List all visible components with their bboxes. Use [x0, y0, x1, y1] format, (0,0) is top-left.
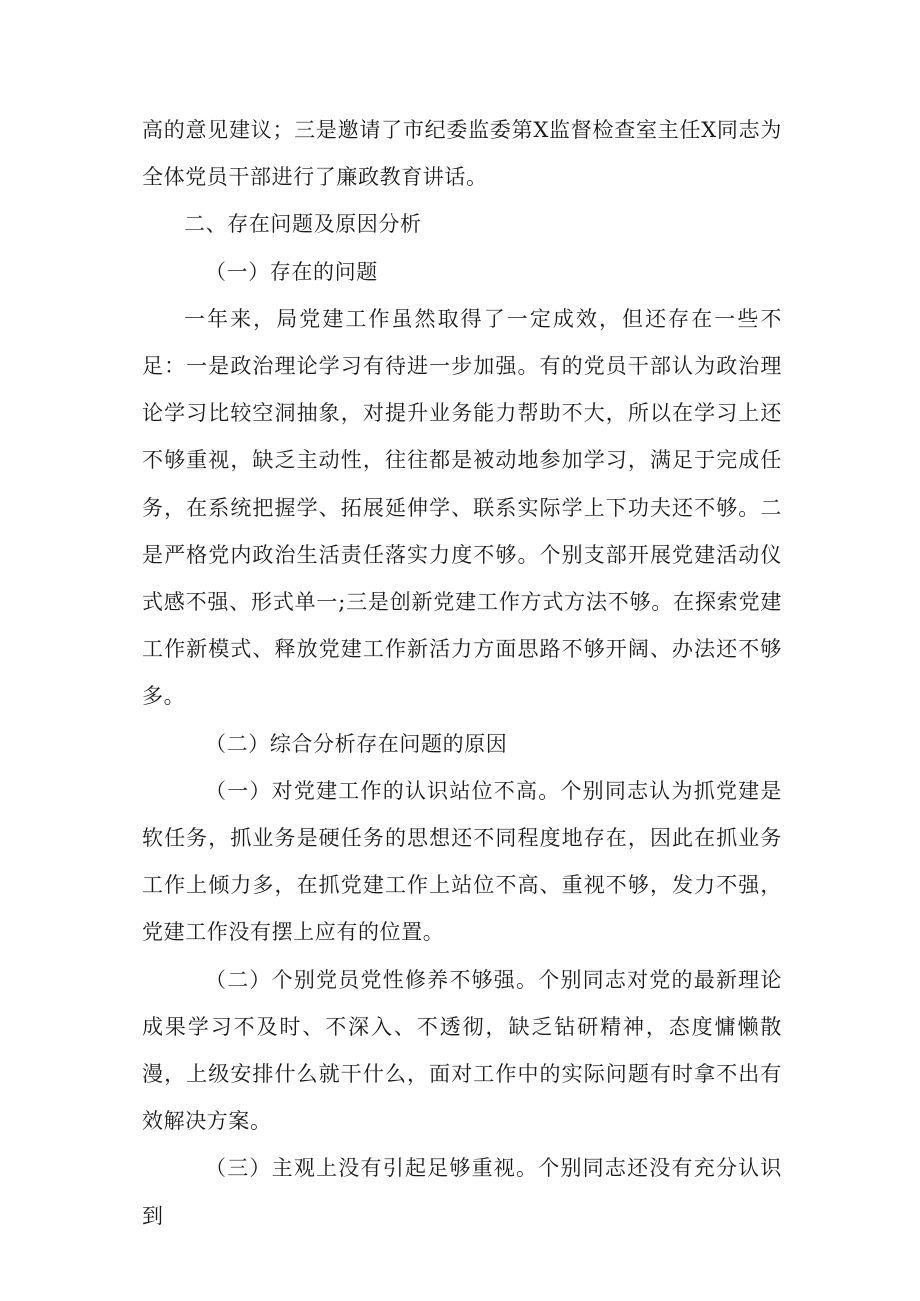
document-body	[142, 107, 782, 1240]
section-heading-problems-analysis: 二、存在问题及原因分析	[184, 212, 422, 237]
paragraph-cause-three: （三）主观上没有引起足够重视。个别同志还没有充分认识到	[142, 1156, 782, 1228]
subsection-heading-cause-analysis: （二）综合分析存在问题的原因	[205, 731, 508, 756]
paragraph-problems-detail: 一年来，局党建工作虽然取得了一定成效，但还存在一些不足：一是政治理论学习有待进一步加强。有的党员干部认为政治理论学习比较空洞抽象，对提升业务能力帮助不大，所以在学习上还不够重视，缺乏主动性，往往都是被动地参加学习，满足于完成任务，在系统把握学、拓展延伸学、联系实际学上下功夫还不够。二是严格党内政治生活责任落实力度不够。个别支部开展党建活动仪式感不强、形式单一;三是创新党建工作方式方法不够。在探索党建工作新模式、释放党建工作新活力方面思路不够开阔、办法还不够多。	[142, 306, 782, 709]
paragraph-cause-one: （一）对党建工作的认识站位不高。个别同志认为抓党建是软任务，抓业务是硬任务的思想还不同程度地存在，因此在抓业务工作上倾力多，在抓党建工作上站位不高、重视不够，发力不强，党建工作没有摆上应有的位置。	[142, 778, 782, 945]
paragraph-cause-two: （二）个别党员党性修养不够强。个别同志对党的最新理论成果学习不及时、不深入、不透彻，缺乏钻研精神，态度慵懒散漫，上级安排什么就干什么，面对工作中的实际问题有时拿不出有效解决方案。	[142, 967, 782, 1134]
subsection-heading-existing-problems: （一）存在的问题	[205, 259, 378, 284]
paragraph-intro-continuation: 高的意见建议；三是邀请了市纪委监委第X监督检查室主任X同志为全体党员干部进行了廉政教育讲话。	[142, 118, 782, 190]
